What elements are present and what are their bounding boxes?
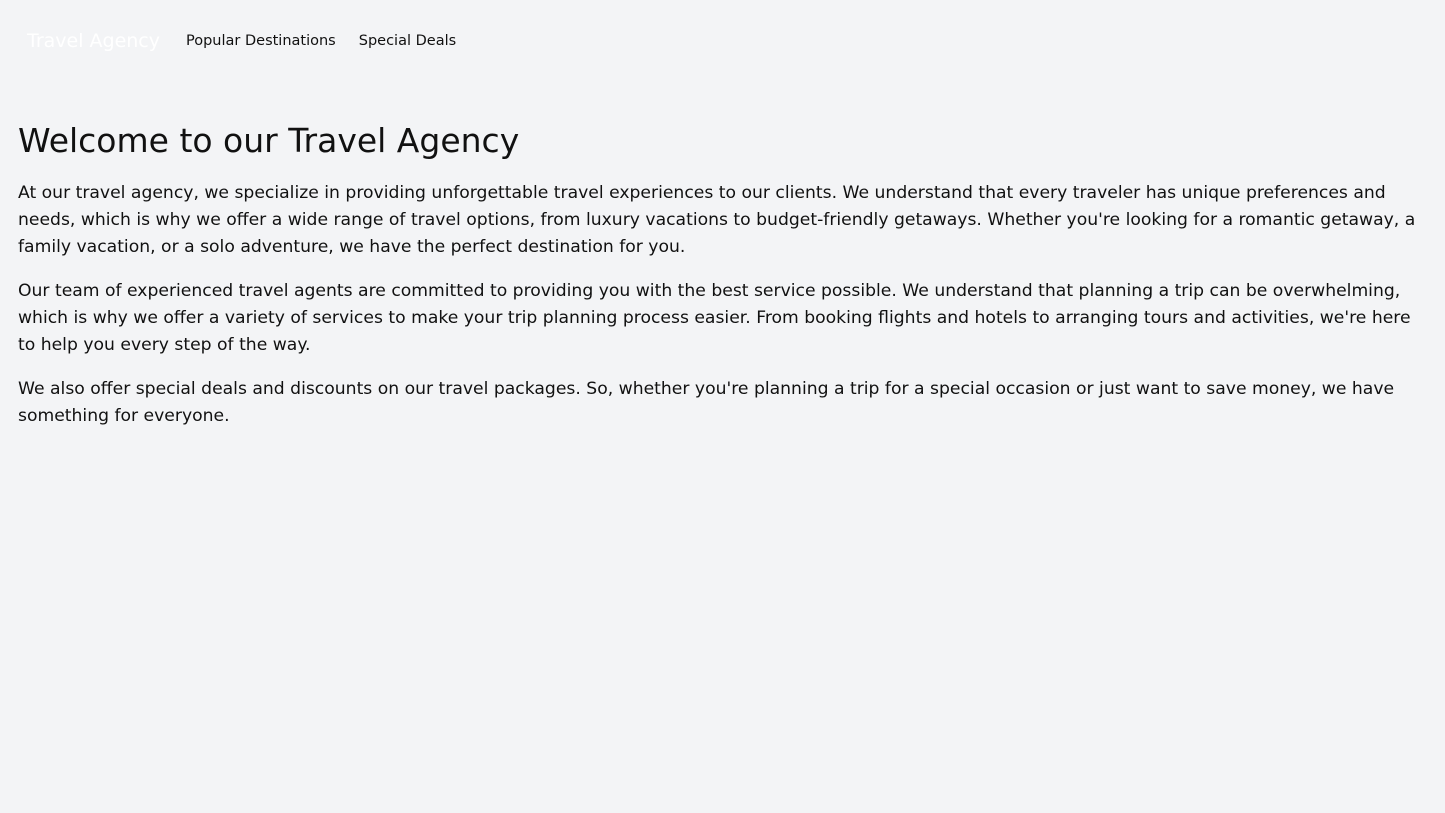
nav-link-special-deals[interactable]: Special Deals — [358, 33, 457, 49]
deals-paragraph: We also offer special deals and discounts on our travel packages. So, whether you're planning a trip for a special occasion or just want to save money, we have something for everyone. — [18, 379, 1395, 426]
team-paragraph: Our team of experienced travel agents are committed to providing you with the best service possible. We understand that planning a trip can be overwhelming, which is why we offer a variety of services to make your trip planning process easier. From booking flights and hotels to arranging tours and activities, we're here to help you every step of the way. — [18, 281, 1411, 355]
nav-link-popular-destinations[interactable]: Popular Destinations — [186, 33, 336, 49]
top-navigation — [0, 0, 1445, 82]
main-content — [18, 119, 1428, 447]
brand-logo-link[interactable]: Travel Agency — [27, 30, 160, 52]
page-title: Welcome to our Travel Agency — [18, 121, 520, 160]
intro-paragraph: At our travel agency, we specialize in providing unforgettable travel experiences to our clients. We understand that every traveler has unique preferences and needs, which is why we offer a wide range of travel options, from luxury vacations to budget-friendly getaways. Whether you're looking for a romantic getaway, a family vacation, or a solo adventure, we have the perfect destination for you. — [18, 183, 1416, 257]
